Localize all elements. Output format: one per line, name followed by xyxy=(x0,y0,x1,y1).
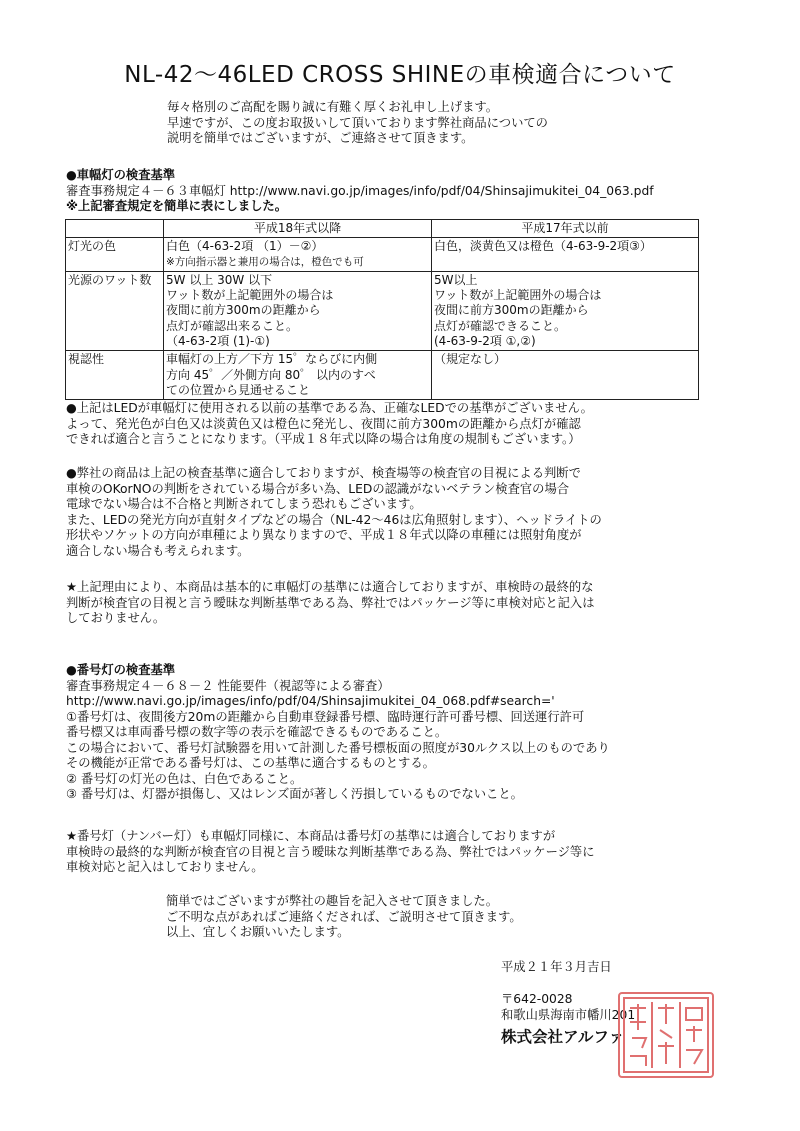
cell-h18 xyxy=(164,271,432,350)
paragraph-line: ★番号灯（ナンバー灯）も車幅灯同様に、本商品は番号灯の基準には適合しておりますが xyxy=(66,829,556,843)
paragraph-line: 形状やソケットの方向が車種により異なりますので、平成１８年式以降の車種には照射角度が xyxy=(66,528,582,542)
section2-heading: ●番号灯の検査基準 xyxy=(66,663,176,677)
cell-line: （規定なし） xyxy=(434,352,507,367)
section2-item: その機能が正常である番号灯は、この基準に適合するものとする。 xyxy=(66,756,435,770)
cell-line: 夜間に前方300mの距離から xyxy=(166,303,321,318)
closing-line: 簡単ではございますが弊社の趣旨を記入させて頂きました。 xyxy=(166,894,499,908)
cell-line: (4-63-9-2項 ①,②) xyxy=(434,334,536,349)
paragraph-line: できれば適合と言うことになります。（平成１８年式以降の場合は角度の規制もございます。） xyxy=(66,432,581,446)
table-row xyxy=(66,238,699,272)
company-seal-stamp xyxy=(618,992,714,1078)
paragraph-line: 判断が検査官の目視と言う曖昧な判断基準である為、弊社ではパッケージ等に車検対応と記入は xyxy=(66,595,595,610)
paragraph-line: しておりません。 xyxy=(66,611,166,625)
cell-h17 xyxy=(432,271,699,350)
greeting-line: 毎々格別のご高配を賜り誠に有難く厚くお礼申し上げます。 xyxy=(167,100,499,114)
date: 平成２１年３月吉日 xyxy=(501,960,612,974)
closing-line: 以上、宜しくお願いいたします。 xyxy=(166,925,350,939)
closing-line: ご不明な点があればご連絡くだされば、ご説明させて頂きます。 xyxy=(166,909,522,924)
section2-item: ② 番号灯の灯光の色は、白色であること。 xyxy=(66,771,303,786)
greeting-line: 説明を簡単ではございますが、ご連絡させて頂きます。 xyxy=(167,131,474,145)
paragraph-line: 車検対応と記入はしておりません。 xyxy=(66,860,264,874)
table-header-row xyxy=(66,220,699,238)
cell-note: ※方向指示器と兼用の場合は，橙色でも可 xyxy=(166,255,364,268)
cell-line: （4-63-2項 (1)-①) xyxy=(166,334,270,349)
section1 xyxy=(66,168,654,215)
paragraph-line: ●弊社の商品は上記の検査基準に適合しておりますが、検査場等の検査官の目視による判断で xyxy=(66,466,581,480)
table-row xyxy=(66,271,699,350)
cell-line: 点灯が確認できること。 xyxy=(434,318,567,333)
seal-icon xyxy=(620,994,712,1076)
postal-code: 〒642-0028 xyxy=(501,992,573,1006)
cell-line: 白色，淡黄色又は橙色（4-63-9-2項③） xyxy=(434,239,652,254)
paragraph-inspection xyxy=(66,466,602,559)
cell-line: ワット数が上記範囲外の場合は xyxy=(434,288,602,303)
cell-h18 xyxy=(164,238,432,272)
cell-line: ワット数が上記範囲外の場合は xyxy=(166,288,334,303)
row-label: 灯光の色 xyxy=(66,238,164,272)
standards-table xyxy=(65,219,699,400)
table-corner xyxy=(66,220,164,238)
section1-heading: ●車幅灯の検査基準 xyxy=(66,168,176,182)
section2 xyxy=(66,663,610,803)
cell-line: 夜間に前方300mの距離から xyxy=(434,303,589,318)
paragraph-license-lamp xyxy=(66,829,595,876)
paragraph-line: ★上記理由により、本商品は基本的に車幅灯の基準には適合しておりますが、車検時の最終的な xyxy=(66,580,594,594)
section2-item: ③ 番号灯は、灯器が損傷し、又はレンズ面が著しく汚損しているものでないこと。 xyxy=(66,787,523,801)
table-row xyxy=(66,351,699,400)
paragraph-line: また、LEDの発光方向が直射タイプなどの場合（NL-42～46は広角照射します）、ヘッドライトの xyxy=(66,512,602,527)
cell-line: 点灯が確認出来ること。 xyxy=(166,318,299,333)
closing xyxy=(166,894,522,941)
paragraph-led-note xyxy=(66,401,593,448)
address: 和歌山県海南市幡川201 xyxy=(501,1008,636,1022)
greeting-line: 早速ですが、この度お取扱いして頂いております弊社商品についての xyxy=(167,115,548,130)
section2-item: この場合において、番号灯試験器を用いて計測した番号標板面の照度が30ルクス以上のものであり xyxy=(66,740,610,755)
section2-item: ①番号灯は、夜間後方20mの距離から自動車登録番号標、臨時運行許可番号標、回送運行許可 xyxy=(66,709,585,724)
page-title: NL-42～46LED CROSS SHINEの車検適合について xyxy=(124,62,676,88)
cell-line: 白色（4-63-2項 （1）－②） xyxy=(166,239,324,254)
cell-line: 5W以上 xyxy=(434,272,478,287)
company-name: 株式会社アルファ xyxy=(501,1028,625,1046)
paragraph-line: 車検のOKorNOの判断をされている場合が多い為、LEDの認識がないベテラン検査官の場合 xyxy=(66,481,570,496)
row-label: 光源のワット数 xyxy=(66,271,164,350)
row-label: 視認性 xyxy=(66,351,164,400)
paragraph-line: よって、発光色が白色又は淡黄色又は橙色に発光し、夜間に前方300mの距離から点灯が確認 xyxy=(66,416,581,431)
header-h18: 平成18年式以降 xyxy=(164,220,432,238)
cell-h17 xyxy=(432,351,699,400)
cell-h17 xyxy=(432,238,699,272)
section2-url: http://www.navi.go.jp/images/info/pdf/04/Shinsajimukitei_04_068.pdf#search=' xyxy=(66,694,555,708)
paragraph-line: ●上記はLEDが車幅灯に使用される以前の基準である為、正確なLEDでの基準がございません。 xyxy=(66,401,593,415)
header-h17: 平成17年式以前 xyxy=(432,220,699,238)
cell-line: 車幅灯の上方／下方 15゜ならびに内側 xyxy=(166,352,378,367)
cell-h18 xyxy=(164,351,432,400)
paragraph-line: 車検時の最終的な判断が検査官の目視と言う曖昧な判断基準である為、弊社ではパッケージ等に xyxy=(66,844,595,859)
cell-line: ての位置から見通せること xyxy=(166,382,311,397)
cell-line: 方向 45゜／外側方向 80゜ 以内のすべ xyxy=(166,367,376,382)
greeting xyxy=(167,100,548,147)
paragraph-line: 適合しない場合も考えられます。 xyxy=(66,543,250,558)
section1-rule: 審査事務規定４－６３車幅灯 http://www.navi.go.jp/images/info/pdf/04/Shinsajimukitei_04_063.pdf xyxy=(66,183,654,198)
paragraph-reason xyxy=(66,580,595,627)
section1-note: ※上記審査規定を簡単に表にしました。 xyxy=(66,199,288,213)
section2-rule: 審査事務規定４－６８－２ 性能要件（視認等による審査） xyxy=(66,678,390,693)
paragraph-line: 電球でない場合は不合格と判断されてしまう恐れもございます。 xyxy=(66,497,422,511)
section2-item: 番号標又は車両番号標の数字等の表示を確認できるものであること。 xyxy=(66,725,448,739)
cell-line: 5W 以上 30W 以下 xyxy=(166,272,273,287)
